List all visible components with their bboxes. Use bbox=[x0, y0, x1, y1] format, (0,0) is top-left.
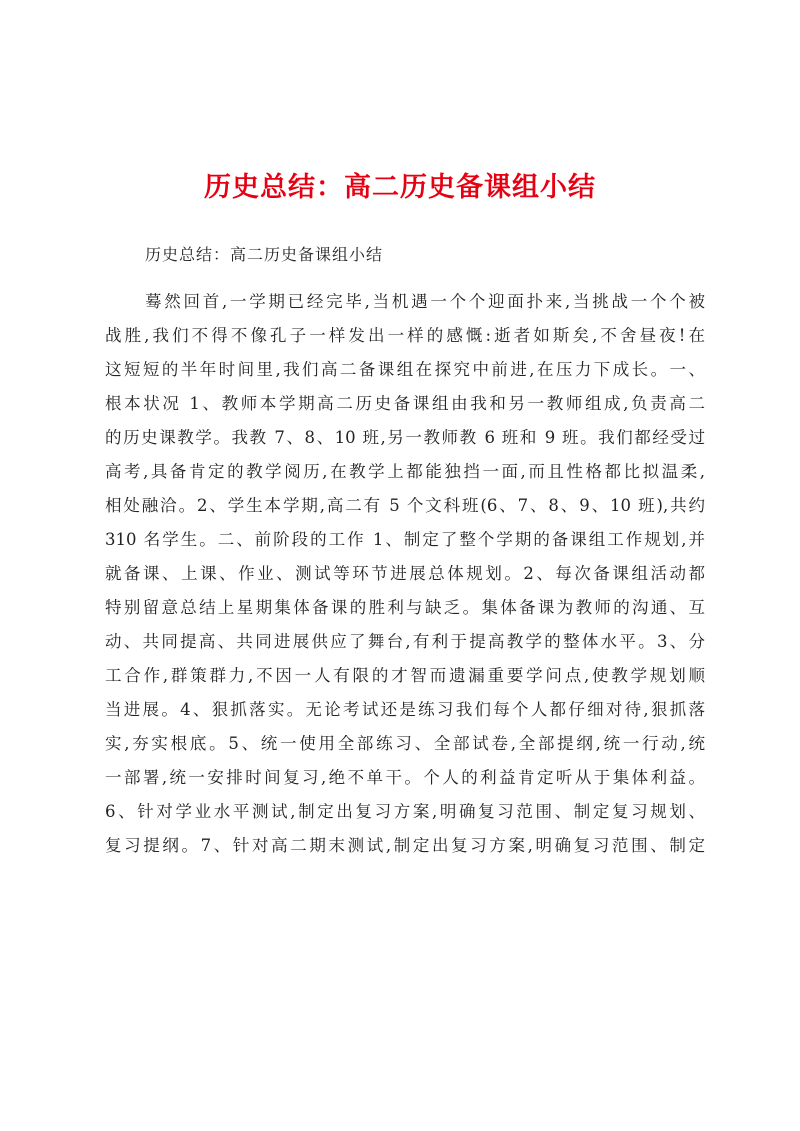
document-subtitle: 历史总结：高二历史备课组小结 bbox=[145, 245, 384, 264]
body-line: 根本状况 1、教师本学期高二历史备课组由我和另一教师组成,负责高二 bbox=[105, 394, 705, 413]
body-line: 特别留意总结上星期集体备课的胜利与缺乏。集体备课为教师的沟通、互 bbox=[105, 598, 705, 617]
body-line: 工合作,群策群力,不因一人有限的才智而遗漏重要学问点,使教学规划顺 bbox=[105, 666, 705, 685]
body-line: 一部署,统一安排时间复习,绝不单干。个人的利益肯定听从于集体利益。 bbox=[105, 768, 705, 787]
body-line: 310 名学生。二、前阶段的工作 1、制定了整个学期的备课组工作规划,并 bbox=[105, 530, 705, 549]
body-line: 复习提纲。7、针对高二期末测试,制定出复习方案,明确复习范围、制定 bbox=[105, 836, 705, 855]
body-line: 当进展。4、狠抓落实。无论考试还是练习我们每个人都仔细对待,狠抓落 bbox=[105, 700, 705, 719]
body-line: 动、共同提高、共同进展供应了舞台,有利于提高教学的整体水平。3、分 bbox=[105, 632, 705, 651]
body-line: 的历史课教学。我教 7、8、10 班,另一教师教 6 班和 9 班。我们都经受过 bbox=[105, 428, 705, 447]
body-line: 这短短的半年时间里,我们高二备课组在探究中前进,在压力下成长。一、 bbox=[105, 360, 705, 379]
body-line: 相处融洽。2、学生本学期,高二有 5 个文科班(6、7、8、9、10 班),共约 bbox=[105, 496, 705, 515]
body-line: 蓦然回首,一学期已经完毕,当机遇一个个迎面扑来,当挑战一个个被 bbox=[145, 292, 705, 311]
document-body bbox=[105, 285, 705, 863]
body-line: 战胜,我们不得不像孔子一样发出一样的感慨:逝者如斯矣,不舍昼夜!在 bbox=[105, 326, 705, 345]
body-line: 6、针对学业水平测试,制定出复习方案,明确复习范围、制定复习规划、 bbox=[105, 802, 705, 821]
body-line: 就备课、上课、作业、测试等环节进展总体规划。2、每次备课组活动都 bbox=[105, 564, 705, 583]
document-title: 历史总结：高二历史备课组小结 bbox=[204, 172, 596, 203]
body-line: 高考,具备肯定的教学阅历,在教学上都能独挡一面,而且性格都比拟温柔, bbox=[105, 462, 705, 481]
body-line: 实,夯实根底。5、统一使用全部练习、全部试卷,全部提纲,统一行动,统 bbox=[105, 734, 705, 753]
